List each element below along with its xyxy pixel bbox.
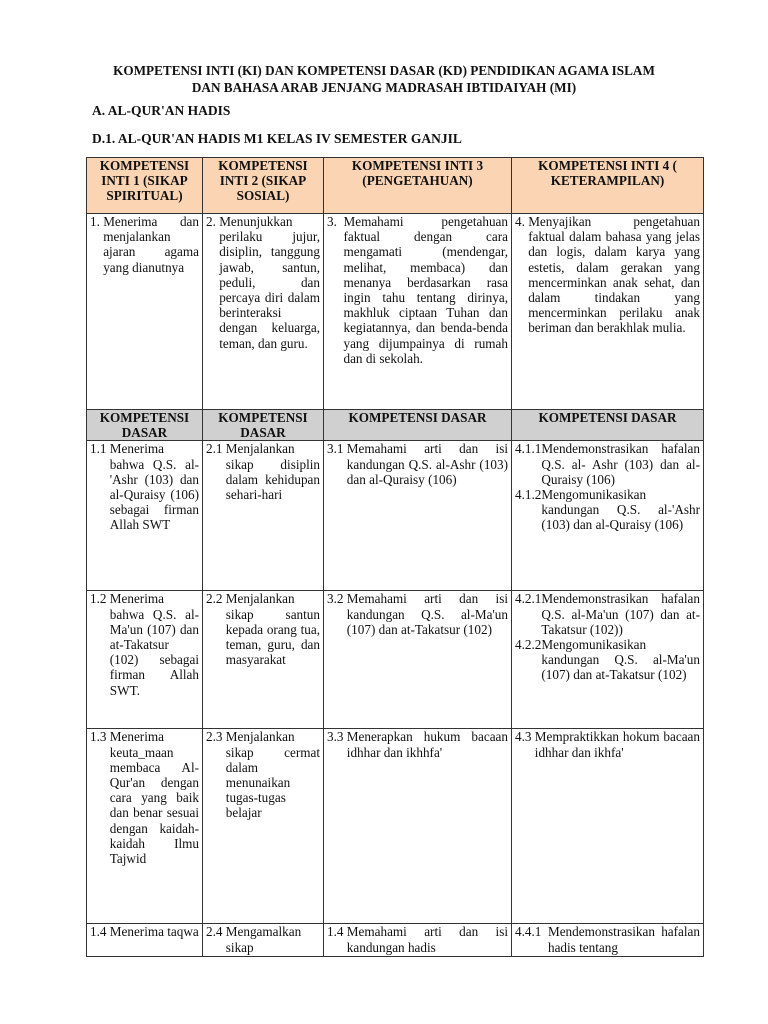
item-text: Menyajikan pengetahuan faktual dalam bahasa yang jelas dan logis, dalam karya yang estetis, dalam gerakan yang mencerminkan anak sehat, dan dalam tindakan yang mencerminkan perilaku anak beriman dan berakhlak mulia.: [528, 214, 700, 336]
kd-cell-3-2: [203, 729, 324, 924]
ki-header-3: KOMPETENSI INTI 3 (PENGETAHUAN): [324, 158, 512, 214]
item-text: Mendemonstrasikan hafalan Q.S. al-Ma'un (107) dan at-Takatsur (102)): [541, 591, 700, 637]
item-text: Menjalankan sikap disiplin dalam kehidupan sehari-hari: [225, 441, 320, 503]
item-text: Menerima bahwa Q.S. al-Ma'un (107) dan at-Takatsur (102) sebagai firman Allah SWT.: [109, 591, 199, 698]
item-text: Mengomunikasikan kandungan Q.S. al-Ma'un (107) dan at-Takatsur (102): [541, 637, 700, 683]
item-text: Mempraktikkan hokum bacaan idhhar dan ikhfa': [534, 729, 700, 760]
item-text: Memahami arti dan isi kandungan Q.S. al-Ashr (103) dan al-Quraisy (106): [346, 441, 508, 487]
item-text: Menerima bahwa Q.S. al-'Ashr (103) dan al-Quraisy (106) sebagai firman Allah SWT: [109, 441, 199, 533]
item-number: 4.3: [515, 729, 532, 745]
kd-cell-3-1: [87, 729, 203, 924]
item-text: Memahami pengetahuan faktual dengan cara mengamati (mendengar, melihat, membaca) dan menanya berdasarkan rasa ingin tahu tentang dirinya, makhluk ciptaan Tuhan dan kegiatannya, dan benda-benda yang dijumpainya di rumah dan di sekolah.: [343, 214, 508, 366]
item-number: 4.4.1: [515, 924, 542, 940]
ki-header-4: KOMPETENSI INTI 4 ( KETERAMPILAN): [512, 158, 704, 214]
kd-cell-3-3: [324, 729, 512, 924]
item-number: 3.3: [327, 729, 344, 745]
item-text: Menerima keuta_maan membaca Al-Qur'an dengan cara yang baik dan benar sesuai dengan kaidah-kaidah Ilmu Tajwid: [109, 729, 199, 867]
kd-cell-1-2: [203, 441, 324, 591]
item-number: 3.: [327, 214, 337, 229]
section-heading-a: A. AL-QUR'AN HADIS: [92, 103, 231, 118]
item-number: 2.1: [206, 441, 223, 457]
item-number: 1.4: [90, 924, 107, 940]
item-number: 4.1.2: [515, 487, 542, 503]
kd-cell-4-4: [512, 924, 704, 957]
ki-cell-3: [324, 214, 512, 410]
kd-header-3: KOMPETENSI DASAR: [324, 410, 512, 441]
item-number: 3.1: [327, 441, 344, 457]
item-number: 1.1: [90, 441, 107, 457]
item-number: 2.: [206, 214, 216, 229]
item-number: 4.1.1: [515, 441, 542, 457]
item-text: Mendemonstrasikan hafalan Q.S. al- Ashr (103) dan al-Quraisy (106): [541, 441, 700, 487]
ki-cell-2: [203, 214, 324, 410]
ki-header-2: KOMPETENSI INTI 2 (SIKAP SOSIAL): [203, 158, 324, 214]
competency-table: [86, 157, 704, 957]
section-heading-d1: D.1. AL-QUR'AN HADIS M1 KELAS IV SEMESTER GANJIL: [92, 131, 462, 146]
kd-row-1: [87, 441, 704, 591]
title-line-2: DAN BAHASA ARAB JENJANG MADRASAH IBTIDAIYAH (MI): [191, 80, 577, 95]
item-text: Menjalankan sikap cermat dalam menunaikan tugas-tugas belajar: [225, 729, 320, 821]
item-text: Memahami arti dan isi kandungan Q.S. al-Ma'un (107) dan at-Takatsur (102): [346, 591, 508, 637]
title-line-1: KOMPETENSI INTI (KI) DAN KOMPETENSI DASAR (KD) PENDIDIKAN AGAMA ISLAM: [113, 63, 655, 78]
kd-cell-1-4: [512, 441, 704, 591]
item-text: Menerima taqwa: [109, 924, 199, 940]
item-number: 2.3: [206, 729, 223, 745]
kd-header-row: [87, 410, 704, 441]
kd-cell-4-3: [324, 924, 512, 957]
item-number: 1.3: [90, 729, 107, 745]
item-number: 1.: [90, 214, 100, 229]
ki-content-row: [87, 214, 704, 410]
item-number: 1.2: [90, 591, 107, 607]
kd-row-3: [87, 729, 704, 924]
item-number: 2.4: [206, 924, 223, 940]
kd-row-2: [87, 591, 704, 729]
item-text: Menjalankan sikap santun kepada orang tua, teman, guru, dan masyarakat: [225, 591, 320, 668]
document-title: [60, 62, 708, 96]
item-text: Memahami arti dan isi kandungan hadis: [346, 924, 508, 955]
item-number: 4.2.2: [515, 637, 542, 653]
kd-cell-2-1: [87, 591, 203, 729]
kd-row-4: [87, 924, 704, 957]
kd-header-2: KOMPETENSI DASAR: [203, 410, 324, 441]
kd-cell-1-3: [324, 441, 512, 591]
ki-header-row: [87, 158, 704, 214]
ki-cell-4: [512, 214, 704, 410]
ki-cell-1: [87, 214, 203, 410]
item-number: 3.2: [327, 591, 344, 607]
item-number: 2.2: [206, 591, 223, 607]
kd-cell-1-1: [87, 441, 203, 591]
item-text: Menunjukkan perilaku jujur, disiplin, tanggung jawab, santun, peduli, dan percaya diri dalam berinteraksi dengan keluarga, teman, dan guru.: [219, 214, 320, 351]
item-number: 4.: [515, 214, 525, 229]
item-text: Mengomunikasikan kandungan Q.S. al-'Ashr (103) dan al-Quraisy (106): [541, 487, 700, 533]
kd-cell-2-4: [512, 591, 704, 729]
item-text: Mendemonstrasikan hafalan hadis tentang: [547, 924, 700, 955]
ki-header-1: KOMPETENSI INTI 1 (SIKAP SPIRITUAL): [87, 158, 203, 214]
kd-header-4: KOMPETENSI DASAR: [512, 410, 704, 441]
item-number: 4.2.1: [515, 591, 542, 607]
item-number: 1.4: [327, 924, 344, 940]
kd-cell-3-4: [512, 729, 704, 924]
item-text: Menerapkan hukum bacaan idhhar dan ikhhfa': [346, 729, 508, 760]
kd-cell-4-2: [203, 924, 324, 957]
kd-header-1: KOMPETENSI DASAR: [87, 410, 203, 441]
kd-cell-2-2: [203, 591, 324, 729]
kd-cell-2-3: [324, 591, 512, 729]
kd-cell-4-1: [87, 924, 203, 957]
item-text: Menerima dan menjalankan ajaran agama yang dianutnya: [103, 214, 199, 275]
item-text: Mengamalkan sikap: [225, 924, 302, 955]
